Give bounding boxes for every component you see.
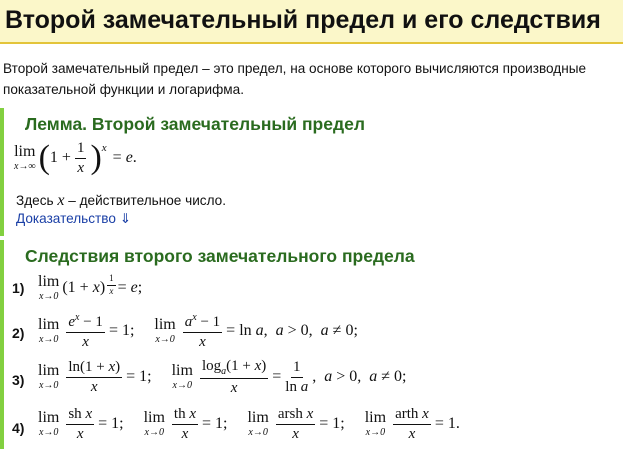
corollary-4: lim x→0 $\frac{\text{sh x}}{x}$ = 1; lim x→0 $\frac{\text{th x}}{x}$ = 1; lim x→0 $\frac{\text{arsh x}}{x}$ = 1; lim x→0 $\frac{\text{arth x}}{x}$ = 1.: [38, 406, 460, 442]
corollaries-block: [0, 240, 623, 449]
corollaries-heading: Следствия второго замечательного предела: [25, 246, 415, 266]
corollary-3: lim x→0 $\frac{\ln(1 + x)}{x}$ = 1; lim x→0 $\frac{\log_a(1 + x)}{x}$ = $\frac{1}{\text{ln a}}$ , a > 0, a ≠ 0;: [38, 358, 407, 396]
page-title: Второй замечательный предел и его следствия: [5, 6, 601, 34]
item-label-2: 2): [12, 325, 25, 341]
lemma-heading: Лемма. Второй замечательный предел: [25, 114, 365, 134]
lemma-block: [0, 108, 623, 236]
lemma-note: Здесь x – действительное число.: [16, 192, 227, 209]
proof-link[interactable]: Доказательство ⇓: [16, 211, 132, 226]
item-label-1: 1): [12, 280, 25, 296]
corollary-2: lim x→0 $\frac{e^x - 1}{x}$ = 1; lim x→0 $\frac{a^x - 1}{x}$ = ln a, a > 0, a ≠ 0;: [38, 312, 358, 350]
limit-operator: lim x→∞: [14, 143, 36, 172]
item-label-3: 3): [12, 372, 25, 388]
lemma-formula: lim x→∞ ( 1 + $\frac{1}{x}$ ) x = e.: [14, 139, 137, 176]
corollary-1: lim x→0 (1 + x) $\frac{1}{x}$ = e;: [38, 273, 143, 302]
title-bar: [0, 0, 623, 44]
item-label-4: 4): [12, 420, 25, 436]
intro-text: Второй замечательный предел – это предел, на основе которого вычисляются производные показательной функции и логарифма.: [3, 61, 587, 97]
